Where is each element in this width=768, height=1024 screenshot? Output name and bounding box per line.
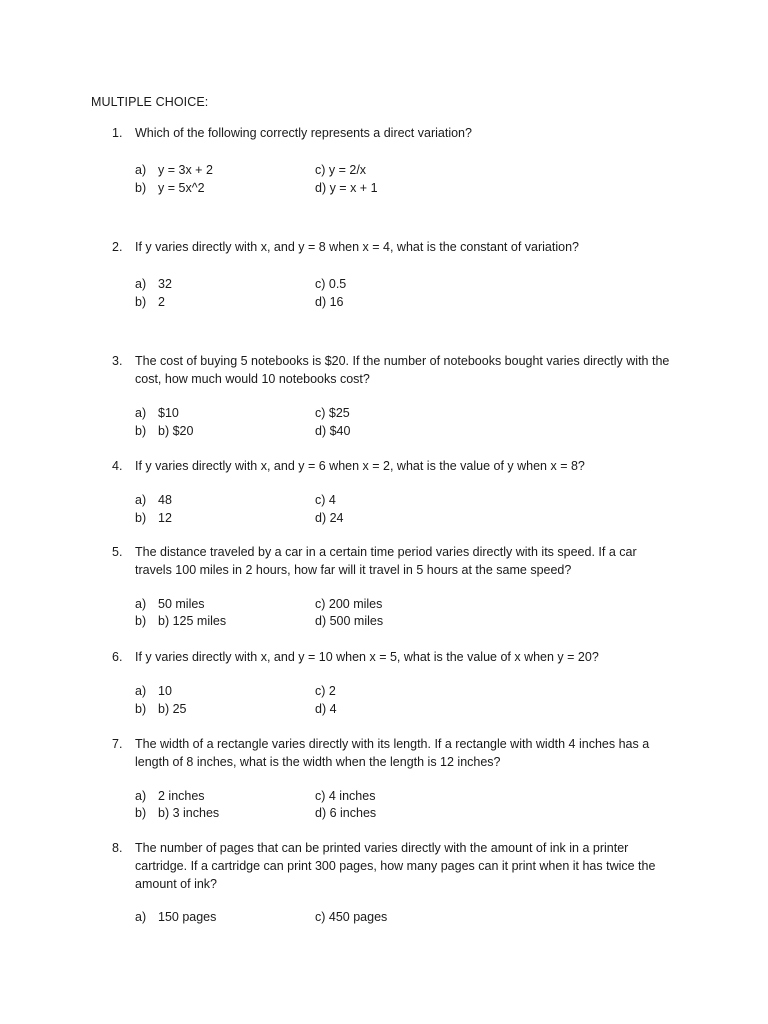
option-label: a)	[135, 597, 147, 611]
option-c: c) $25	[315, 406, 350, 420]
question-number: 6.	[112, 650, 123, 664]
option-text: 10	[158, 684, 172, 698]
option-label: b)	[135, 702, 147, 716]
section-heading: MULTIPLE CHOICE:	[91, 95, 209, 109]
option-text: 2 inches	[158, 789, 205, 803]
option-text: b) 125 miles	[158, 614, 227, 628]
option-label: b)	[135, 806, 147, 820]
question-number: 7.	[112, 737, 123, 751]
option-c: c) 4	[315, 493, 336, 507]
option-label: b)	[135, 181, 147, 195]
option-d: d) 500 miles	[315, 614, 384, 628]
option-label: a)	[135, 684, 147, 698]
option-text: 12	[158, 511, 172, 525]
option-d: d) y = x + 1	[315, 181, 378, 195]
option-text: y = 5x^2	[158, 181, 205, 195]
option-text: b) 25	[158, 702, 187, 716]
option-text: b) $20	[158, 424, 194, 438]
option-label: b)	[135, 511, 147, 525]
question-text: If y varies directly with x, and y = 8 when x = 4, what is the constant of variation?	[135, 240, 579, 254]
option-label: b)	[135, 424, 147, 438]
option-c: c) 200 miles	[315, 597, 383, 611]
option-label: a)	[135, 910, 147, 924]
question-number: 4.	[112, 459, 123, 473]
question-number: 2.	[112, 240, 123, 254]
option-label: a)	[135, 277, 147, 291]
option-text: 2	[158, 295, 165, 309]
option-text: y = 3x + 2	[158, 163, 213, 177]
option-text: $10	[158, 406, 179, 420]
option-label: a)	[135, 493, 147, 507]
question-text: The cost of buying 5 notebooks is $20. If the number of notebooks bought varies directly with the cost, how much would 10 notebooks cost?	[135, 354, 670, 386]
question-text: The number of pages that can be printed varies directly with the amount of ink in a printer cartridge. If a cartridge can print 300 pages, how many pages can it print when it has twice the amount of ink?	[135, 841, 656, 891]
question-number: 1.	[112, 126, 123, 140]
question-text: Which of the following correctly represents a direct variation?	[135, 126, 472, 140]
question-text: The distance traveled by a car in a certain time period varies directly with its speed. If a car travels 100 miles in 2 hours, how far will it travel in 5 hours at the same speed?	[135, 545, 637, 577]
question-text: If y varies directly with x, and y = 6 when x = 2, what is the value of y when x = 8?	[135, 459, 585, 473]
option-text: 150 pages	[158, 910, 217, 924]
question-text: The width of a rectangle varies directly with its length. If a rectangle with width 4 inches has a length of 8 inches, what is the width when the length is 12 inches?	[135, 737, 650, 769]
question-number: 3.	[112, 354, 123, 368]
option-d: d) 16	[315, 295, 344, 309]
option-label: a)	[135, 163, 147, 177]
question-number: 8.	[112, 841, 123, 855]
option-text: b) 3 inches	[158, 806, 220, 820]
option-d: d) 24	[315, 511, 344, 525]
option-label: b)	[135, 614, 147, 628]
option-text: 50 miles	[158, 597, 205, 611]
question-number: 5.	[112, 545, 123, 559]
option-d: d) 6 inches	[315, 806, 377, 820]
option-label: a)	[135, 406, 147, 420]
option-text: 32	[158, 277, 172, 291]
option-c: c) y = 2/x	[315, 163, 367, 177]
question-text: If y varies directly with x, and y = 10 when x = 5, what is the value of x when y = 20?	[135, 650, 599, 664]
option-text: 48	[158, 493, 172, 507]
option-c: c) 0.5	[315, 277, 347, 291]
option-label: b)	[135, 295, 147, 309]
option-d: d) 4	[315, 702, 337, 716]
option-label: a)	[135, 789, 147, 803]
option-c: c) 450 pages	[315, 910, 388, 924]
option-c: c) 2	[315, 684, 336, 698]
option-d: d) $40	[315, 424, 351, 438]
option-c: c) 4 inches	[315, 789, 376, 803]
